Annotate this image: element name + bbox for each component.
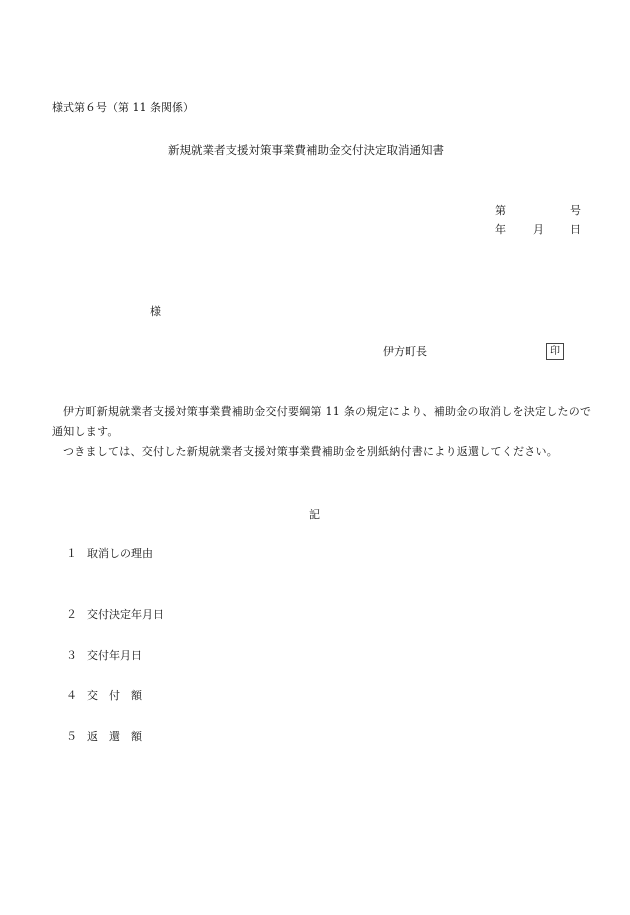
item-label-grant-amount: 交付額 (87, 689, 153, 702)
item-label-refund-amount: 返還額 (87, 730, 153, 743)
item-label-decision-date: 交付決定年月日 (87, 608, 164, 621)
item-number: ２ (66, 608, 77, 621)
item-number: １ (66, 547, 77, 560)
document-title: 新規就業者支援対策事業費補助金交付決定取消通知書 (168, 143, 444, 157)
item-number: ３ (66, 649, 77, 662)
seal-stamp: 印 (546, 343, 564, 360)
ki-heading: 記 (309, 508, 320, 521)
item-label-grant-date: 交付年月日 (87, 649, 142, 662)
reference-number-prefix: 第 (495, 204, 506, 217)
form-number: 様式第６号（第 11 条関係） (52, 101, 194, 114)
date-day-label: 日 (570, 223, 581, 236)
issuer-name: 伊方町長 (383, 345, 427, 358)
date-year-label: 年 (495, 223, 506, 236)
date-month-label: 月 (533, 223, 544, 236)
item-number: ５ (66, 730, 77, 743)
addressee-honorific: 様 (150, 305, 161, 318)
item-number: ４ (66, 689, 77, 702)
body-paragraph-1: 伊方町新規就業者支援対策事業費補助金交付要綱第 11 条の規定により、補助金の取消しを決定したので通知します。 (52, 405, 592, 438)
body-paragraph-2: つきましては、交付した新規就業者支援対策事業費補助金を別紙納付書により返還してください。 (63, 445, 558, 458)
reference-number-suffix: 号 (570, 204, 581, 217)
item-label-cancel-reason: 取消しの理由 (87, 547, 153, 560)
